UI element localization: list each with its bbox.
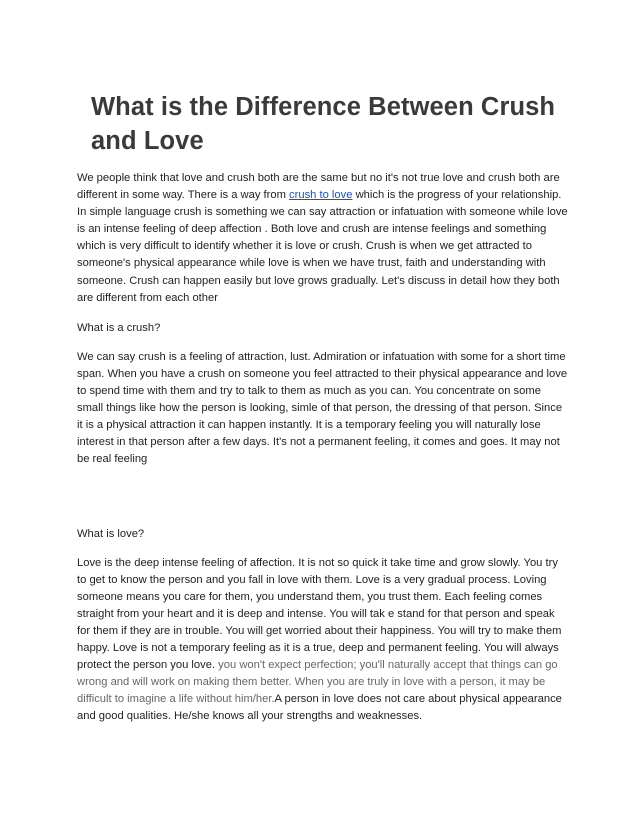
intro-text-after-link: which is the progress of your relationship. In simple language crush is something we can say attraction or infatuation with someone while love is an intense feeling of deep affection . Both love and crush are intense feelings and something which is very difficult to identify whether it is love or crush. Crush is when we get attracted to someone's physical appearance while love is when we have trust, faith and understanding with someone. Crush can happen easily but love grows gradually. Let's discuss in detail how they both are different from each other [77,189,568,304]
crush-to-love-link[interactable]: crush to love [289,189,353,202]
love-text-gray-quote: you won't expect perfection; you'll naturally accept that things can go wrong and will work on making them better. When you are truly in love with a person, it may be difficult to imagine a life without him/her. [77,659,558,706]
crush-paragraph: We can say crush is a feeling of attraction, lust. Admiration or infatuation with some for a short time span. When you have a crush on someone you feel attracted to their physical appearance and love to spend time with them and try to talk to them as much as you can. You concentrate on some small things like how the person is looking, simle of that person, the dressing of that person. Since it is a physical attraction it can happen instantly. It is a temporary feeling you will naturally lose interest in that person after a few days. It's not a permanent feeling, it comes and goes. It may not be real feeling [77,350,568,466]
love-heading: What is love? [77,527,145,540]
love-text-part-1: Love is the deep intense feeling of affection. It is not so quick it take time and grow slowly. You try to get to know the person and you fall in love with them. Love is a very gradual process. Loving someone means you care for them, you understand them, you trust them. Each feeling comes straight from your heart and it is deep and intense. You will tak e stand for that person and speak for them if they are in trouble. You will get worried about their happiness. You will try to make them happy. Love is not a temporary feeling as it is a true, deep and permanent feeling. You will always protect the person you love. [77,556,562,672]
page-title: What is the Difference Between Crush and Love [91,93,556,155]
crush-heading: What is a crush? [77,321,161,334]
intro-text-before-link: We people think that love and crush both are the same but no it's not true love and crush both are different in some way. There is a way from [77,172,560,202]
love-paragraph [77,555,568,726]
intro-paragraph [77,170,568,307]
love-text-part-3: A person in love does not care about physical appearance and good qualities. He/she knows all your strengths and weaknesses. [77,693,562,723]
